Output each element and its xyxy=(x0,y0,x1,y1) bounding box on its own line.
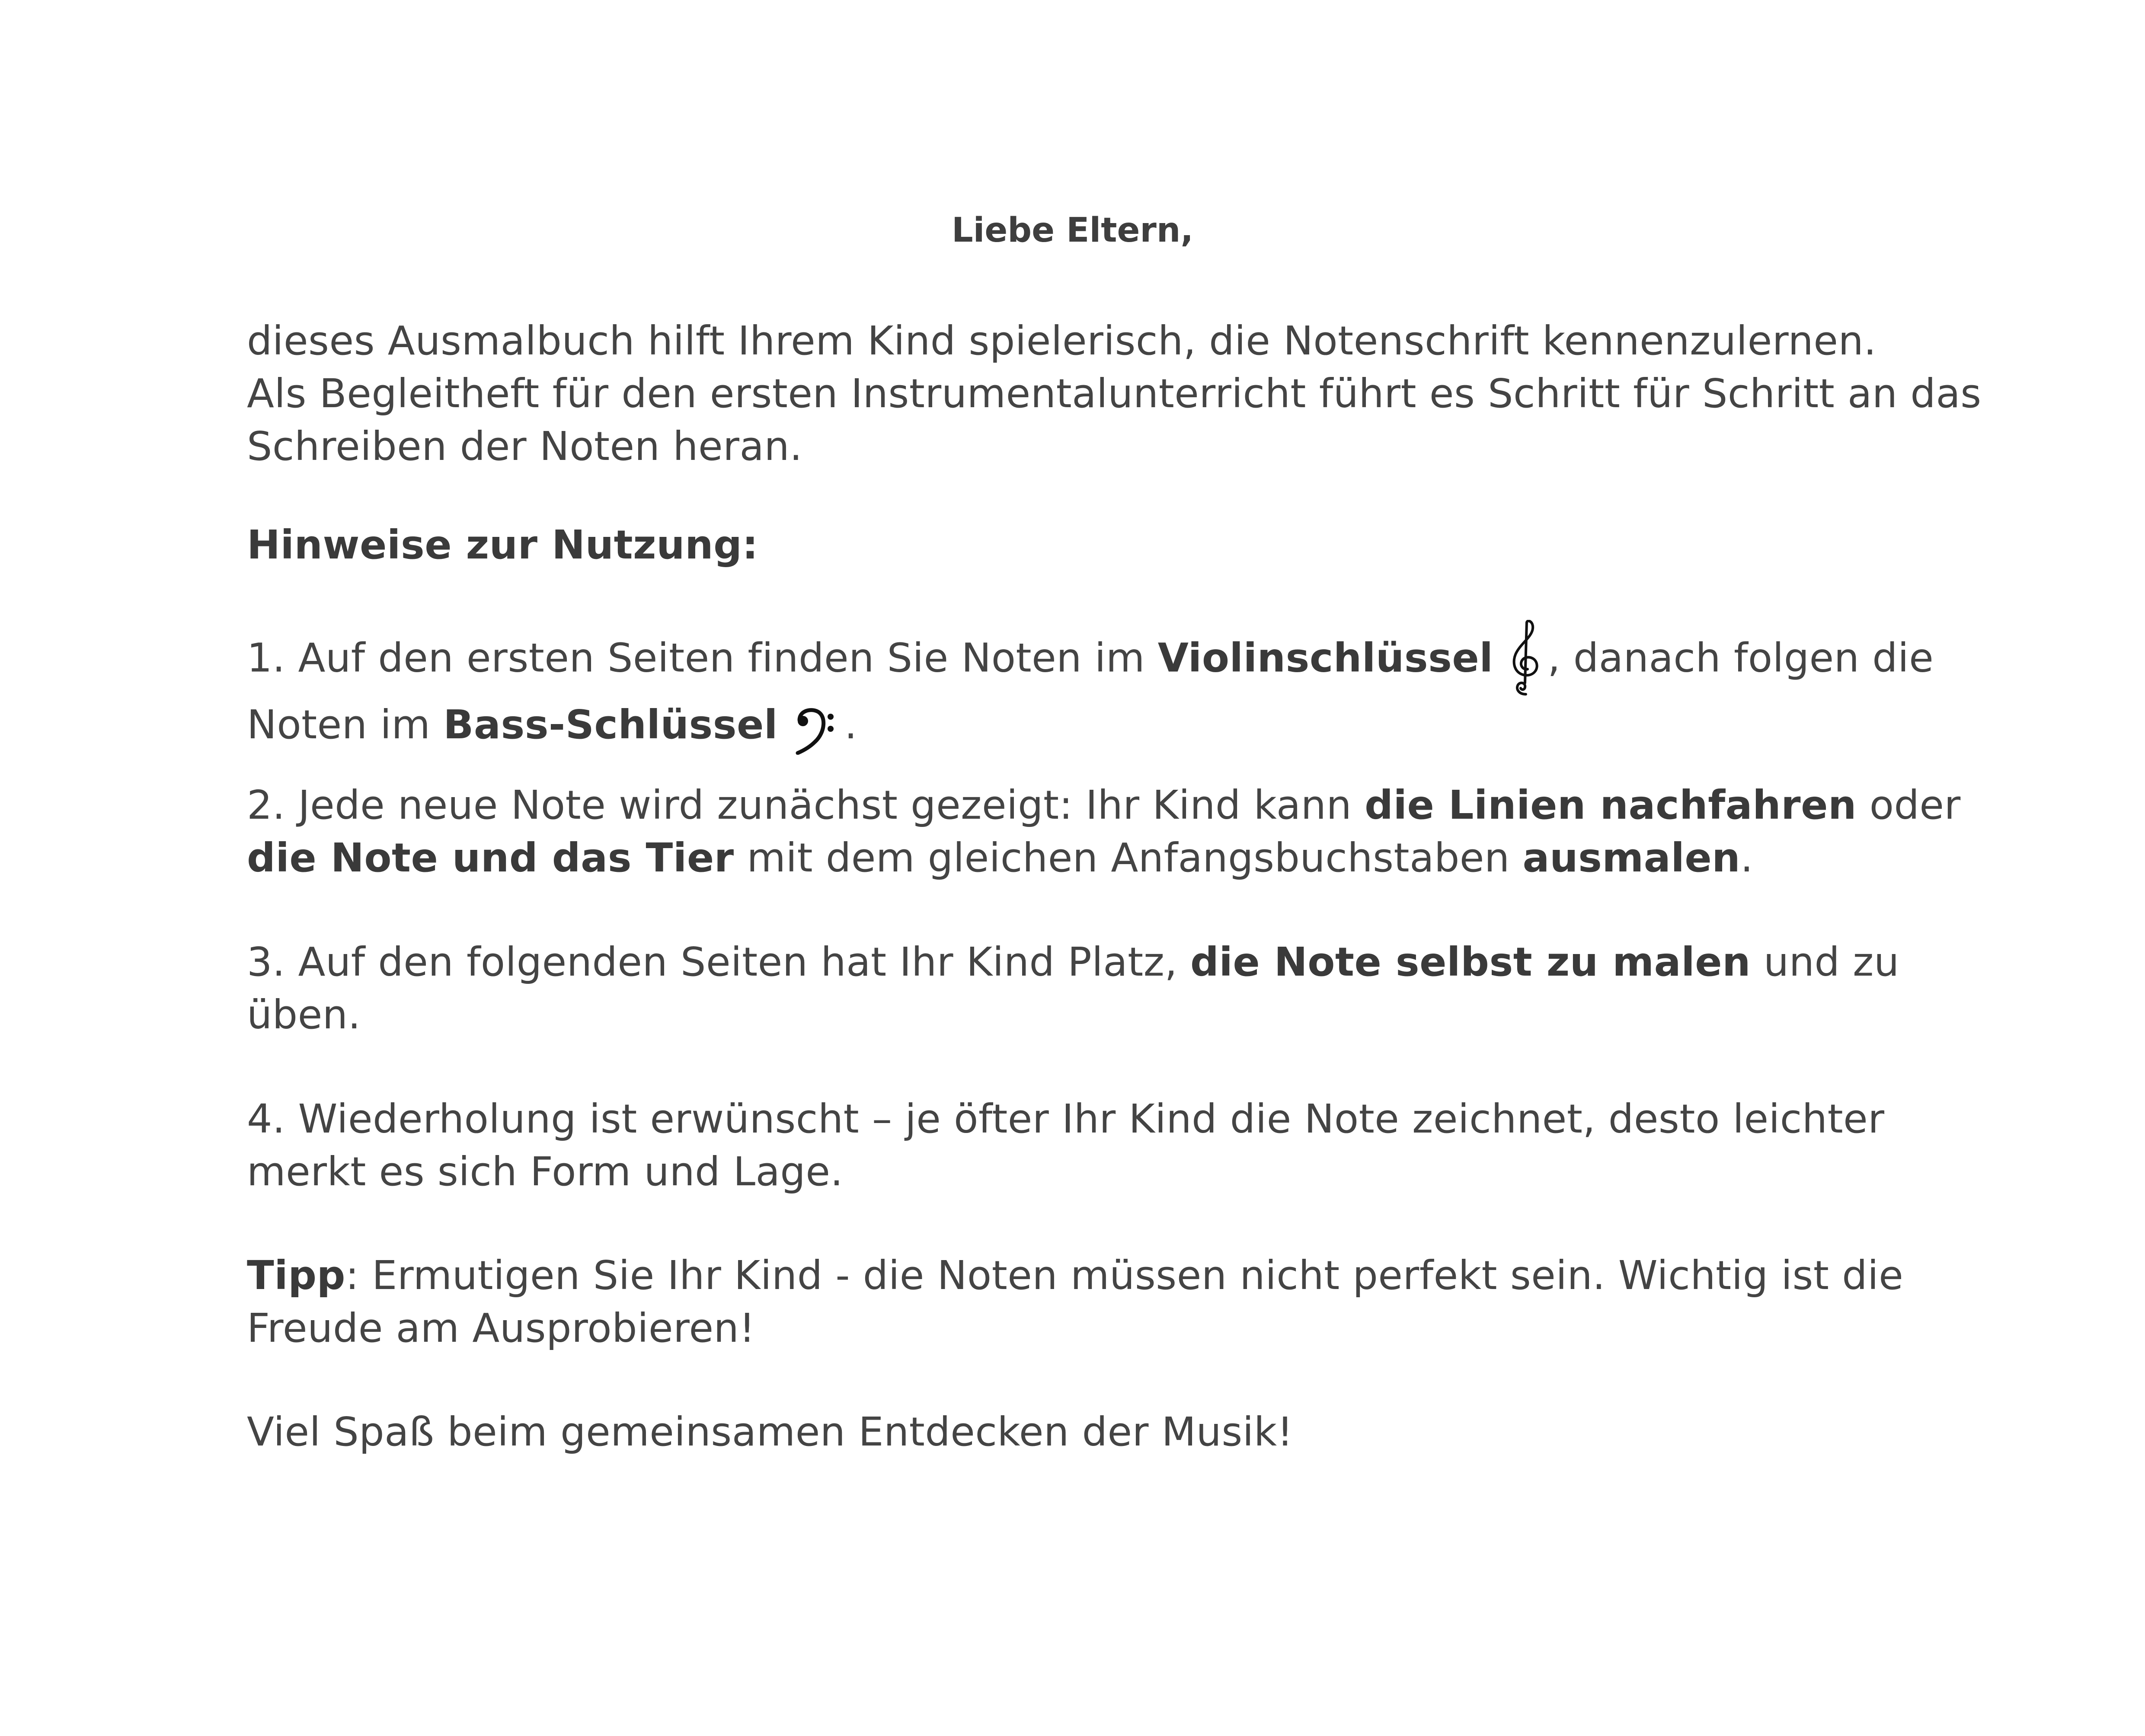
tip-text: : Ermutigen Sie Ihr Kind - die Noten müssen nicht perfekt sein. Wichtig ist die Freude am Ausprobieren! xyxy=(247,1252,1904,1351)
hint-2-bold-c: ausmalen xyxy=(1522,835,1741,881)
hint-2-bold-b: die Note und das Tier xyxy=(247,835,734,881)
intro-line-2: Als Begleitheft für den ersten Instrumentalunterricht führt es Schritt für Schritt an das Schreiben der Noten heran. xyxy=(247,370,1982,469)
hint-1-bold-bass: Bass-Schlüssel xyxy=(443,702,778,748)
treble-clef-icon xyxy=(1509,620,1541,696)
hint-item-3 xyxy=(247,936,1989,1041)
hint-3-text-b: und zu üben. xyxy=(247,939,1899,1038)
hint-2-bold-a: die Linien nachfahren xyxy=(1365,782,1857,828)
intro-line-1: dieses Ausmalbuch hilft Ihrem Kind spielerisch, die Notenschrift kennenzulernen. xyxy=(247,318,1877,364)
hint-1-text-c: . xyxy=(844,702,857,748)
hint-2-text-b: oder xyxy=(1857,782,1961,828)
hint-3-text-a: 3. Auf den folgenden Seiten hat Ihr Kind Platz, xyxy=(247,939,1190,985)
hint-1-text-a: 1. Auf den ersten Seiten finden Sie Noten im xyxy=(247,635,1158,681)
hint-1-text-b: , danach folgen die Noten im xyxy=(247,635,1934,748)
tip-paragraph xyxy=(247,1249,1989,1355)
tip-label: Tipp xyxy=(247,1252,346,1299)
hint-2-text-d: . xyxy=(1740,835,1754,881)
hint-item-2 xyxy=(247,779,1989,884)
hint-1-bold-violin: Violinschlüssel xyxy=(1157,635,1493,681)
hint-2-text-a: 2. Jede neue Note wird zunächst gezeigt: Ihr Kind kann xyxy=(247,782,1365,828)
hint-2-text-c: mit dem gleichen Anfangsbuchstaben xyxy=(734,835,1523,881)
page-title: Liebe Eltern, xyxy=(951,211,1194,250)
hints-title-text: Hinweise zur Nutzung: xyxy=(247,522,758,568)
closing-line: Viel Spaß beim gemeinsamen Entdecken der Musik! xyxy=(247,1409,1293,1455)
bass-clef-icon xyxy=(795,707,835,755)
hints-title xyxy=(247,519,1989,571)
intro-paragraph xyxy=(247,315,1989,473)
hint-4-text: 4. Wiederholung ist erwünscht – je öfter Ihr Kind die Note zeichnet, desto leichter merkt es sich Form und Lage. xyxy=(247,1096,1885,1195)
hint-item-1 xyxy=(247,622,1989,751)
hint-item-4 xyxy=(247,1093,1989,1198)
hint-3-bold-a: die Note selbst zu malen xyxy=(1190,939,1751,985)
